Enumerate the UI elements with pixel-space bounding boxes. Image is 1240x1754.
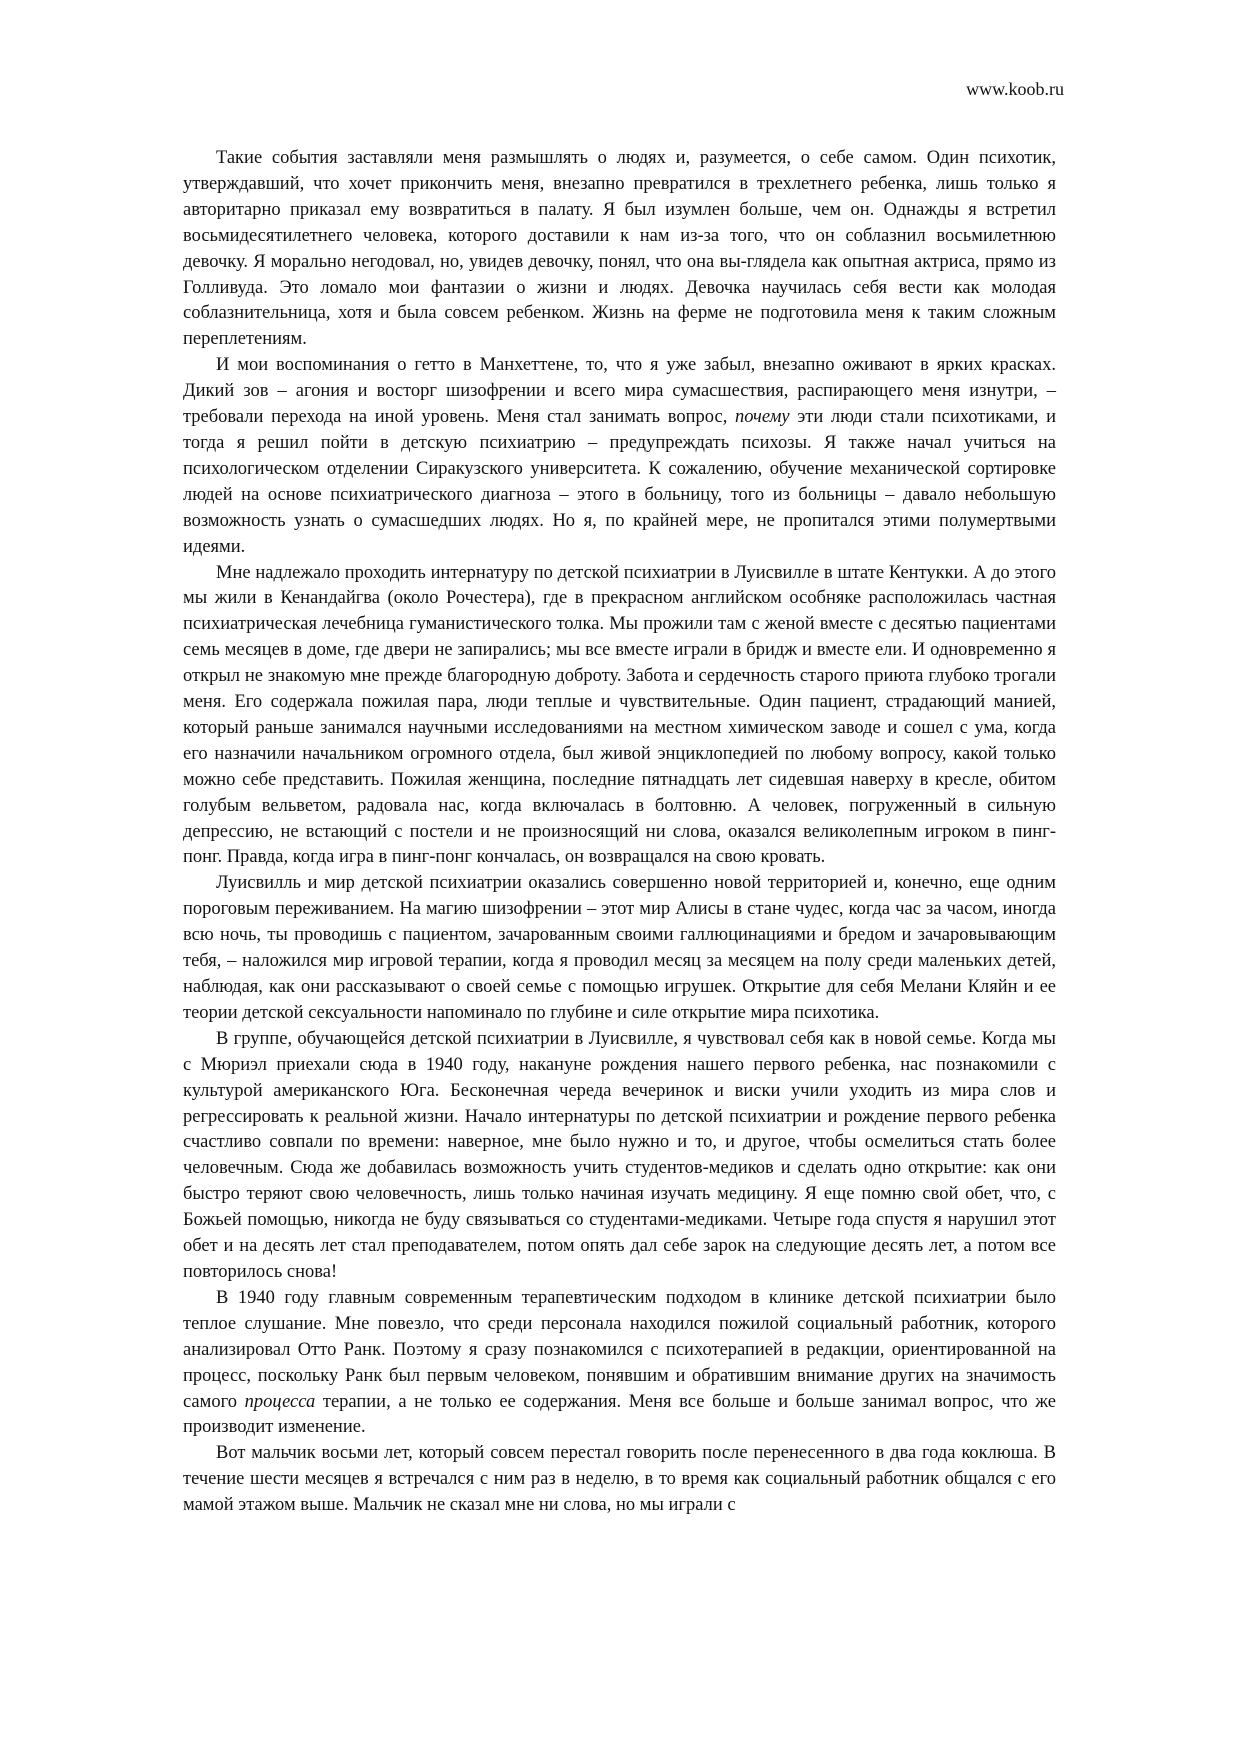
- text-segment: Мне надлежало проходить интернатуру по детской психиатрии в Луисвилле в штате Кентукки. А до этого мы жили в Кенандайгва (около Рочестера), где в прекрасном английском особняке расположилась частная психиатрическая лечебница гуманистического толка. Мы прожили там с женой вместе с десятью пациентами семь месяцев в доме, где двери не запирались; мы все вместе играли в бридж и вместе ели. И одновременно я открыл не знакомую мне прежде благородную доброту. Забота и сердечность старого приюта глубоко трогали меня. Его содержала пожилая пара, люди теплые и чувствительные. Один пациент, страдающий манией, который раньше занимался научными исследованиями на местном химическом заводе и сошел с ума, когда его назначили начальником огромного отдела, был живой энциклопедией по любому вопросу, какой только можно себе представить. Пожилая женщина, последние пятнадцать лет сидевшая наверху в кресле, обитом голубым вельветом, радовала нас, когда включалась в болтовню. А человек, погруженный в сильную депрессию, не встающий с постели и не произносящий ни слова, оказался великолепным игроком в пинг-понг. Правда, когда игра в пинг-понг кончалась, он возвращался на свою кровать.: [183, 562, 1056, 868]
- text-segment: Луисвилль и мир детской психиатрии оказались совершенно новой территорией и, конечно, еще одним пороговым переживанием. На магию шизофрении – этот мир Алисы в стане чудес, когда час за часом, иногда всю ночь, ты проводишь с пациентом, зачарованным своими галлюцинациями и бредом и зачаровывающим тебя, – наложился мир игровой терапии, когда я проводил месяц за месяцем на полу среди маленьких детей, наблюдая, как они рассказывают о своей семье с помощью игрушек. Открытие для себя Мелани Кляйн и ее теории детской сексуальности напоминало по глубине и силе открытие мира психотика.: [183, 873, 1056, 1023]
- text-segment: Такие события заставляли меня размышлять о людях и, разумеется, о себе самом. Один психотик, утверждавший, что хочет прикончить меня, внезапно превратился в трехлетнего ребенка, лишь только я авторитарно приказал ему возвратиться в палату. Я был изумлен больше, чем он. Однажды я встретил восьмидесятилетнего человека, которого доставили к нам из-за того, что он соблазнил восьмилетнюю девочку. Я морально негодовал, но, увидев девочку, понял, что она вы-глядела как опытная актриса, прямо из Голливуда. Это ломало мои фантазии о жизни и людях. Девочка научилась себя вести как молодая соблазнительница, хотя и была совсем ребенком. Жизнь на ферме не подготовила меня к таким сложным переплетениям.: [183, 148, 1056, 350]
- paragraph: [183, 353, 1056, 560]
- paragraph: [183, 561, 1056, 872]
- paragraph: [183, 871, 1056, 1026]
- text-segment: Вот мальчик восьми лет, который совсем перестал говорить после перенесенного в два года коклюша. В течение шести месяцев я встречался с ним раз в неделю, в то время как социальный работник общался с его мамой этажом выше. Мальчик не сказал мне ни слова, но мы играли с: [183, 1443, 1056, 1516]
- italic-text-segment: процесса: [244, 1391, 316, 1412]
- paragraph: [183, 1441, 1056, 1519]
- italic-text-segment: почему: [735, 407, 790, 428]
- header-url: www.koob.ru: [966, 79, 1064, 99]
- text-segment: И мои воспоминания о гетто в Манхеттене, то, что я уже забыл, внезапно оживают в ярких красках. Дикий зов – агония и восторг шизофрении и всего мира сумасшествия, распирающего меня изнутри, – требовали перехода на иной уровень. Меня стал занимать вопрос,: [183, 355, 1056, 428]
- body-text: [183, 146, 1056, 1519]
- text-segment: В группе, обучающейся детской психиатрии в Луисвилле, я чувствовал себя как в новой семье. Когда мы с Мюриэл приехали сюда в 1940 году, накануне рождения нашего первого ребенка, нас познакомили с культурой американского Юга. Бесконечная череда вечеринок и виски учили уходить из мира слов и регрессировать к реальной жизни. Начало интернатуры по детской психиатрии и рождение первого ребенка счастливо совпали по времени: наверное, мне было нужно и то, и другое, чтобы осмелиться стать более человечным. Сюда же добавилась возможность учить студентов-медиков и сделать одно открытие: как они быстро теряют свою человечность, лишь только начиная изучать медицину. Я еще помню свой обет, что, с Божьей помощью, никогда не буду связываться со студентами-медиками. Четыре года спустя я нарушил этот обет и на десять лет стал преподавателем, потом опять дал себе зарок на следующие десять лет, а потом все повторилось снова!: [183, 1028, 1056, 1282]
- paragraph: [183, 1027, 1056, 1286]
- paragraph: [183, 146, 1056, 353]
- text-segment: эти люди стали психотиками, и тогда я решил пойти в детскую психиатрию – предупреждать психозы. Я также начал учиться на психологическом отделении Сиракузского университета. К сожалению, обучение механической сортировке людей на основе психиатрического диагноза – этого в больницу, того из больницы – давало небольшую возможность узнать о сумасшедших людях. Но я, по крайней мере, не пропитался этими полумертвыми идеями.: [183, 407, 1056, 557]
- text-segment: В 1940 году главным современным терапевтическим подходом в клинике детской психиатрии было теплое слушание. Мне повезло, что среди персонала находился пожилой социальный работник, которого анализировал Отто Ранк. Поэтому я сразу познакомился с психотерапией в редакции, ориентированной на процесс, поскольку Ранк был первым человеком, понявшим и обратившим внимание других на значимость самого: [183, 1287, 1056, 1412]
- paragraph: [183, 1286, 1056, 1441]
- text-segment: терапии, а не только ее содержания. Меня все больше и больше занимал вопрос, что же производит изменение.: [183, 1391, 1056, 1438]
